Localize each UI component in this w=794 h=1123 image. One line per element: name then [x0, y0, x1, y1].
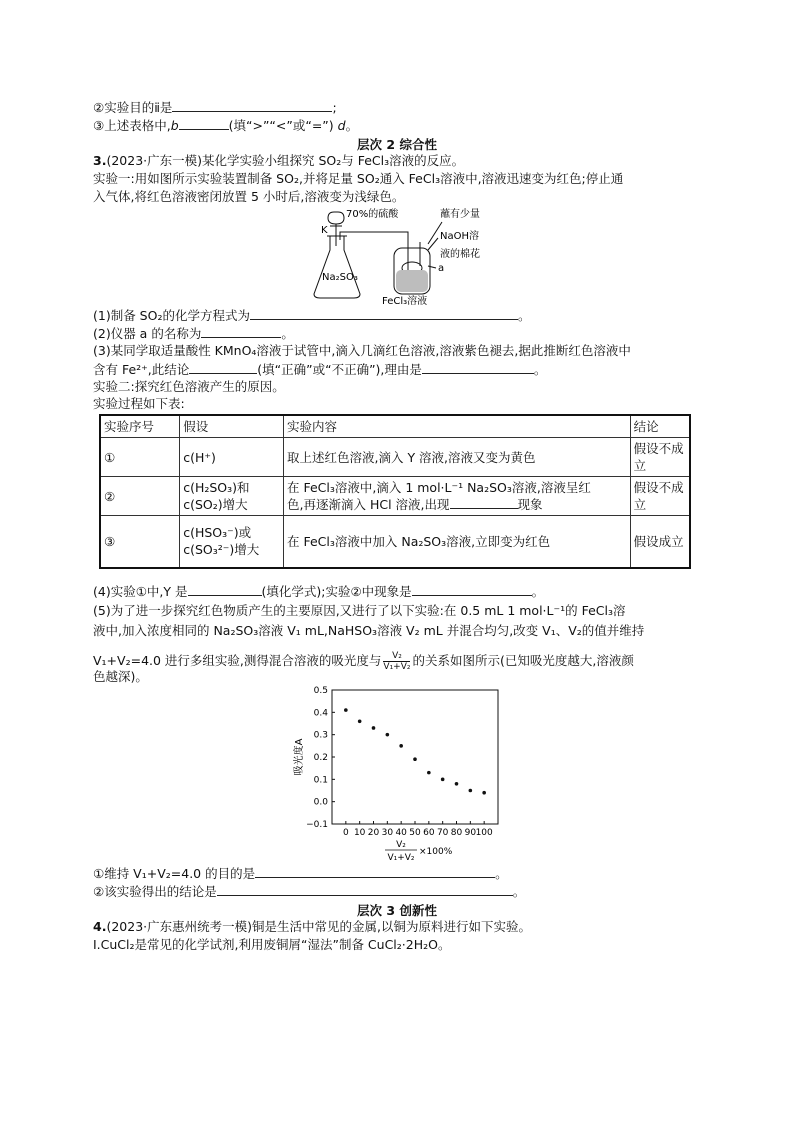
data-point	[372, 726, 376, 730]
exp1-line1: 实验一:用如图所示实验装置制备 SO₂,并将足量 SO₂通入 FeCl₃溶液中,溶液迅速变为红色;停止通	[93, 171, 624, 186]
q2-sub2-text: ②实验目的ⅱ是	[93, 100, 173, 115]
data-point	[482, 791, 486, 795]
q3-sub5-a	[93, 865, 508, 882]
x-tick-label: 80	[450, 828, 463, 838]
content-line-2-end: 现象	[517, 497, 543, 512]
level-3-heading: 层次 3 创新性	[357, 903, 437, 918]
x-tick-label: 40	[395, 828, 407, 838]
table-header: 假设	[180, 415, 284, 438]
q3-sub2-end: 。	[281, 326, 294, 341]
y-tick-label: 0.0	[313, 797, 328, 808]
x-tick-label: 100	[475, 828, 493, 838]
q3-sub5-b-text: ②该实验得出的结论是	[93, 884, 217, 899]
fraction-denominator: V₁+V₂	[383, 662, 411, 672]
table-header: 实验内容	[284, 415, 631, 438]
x-tick-label: 60	[423, 828, 435, 838]
q3-stem	[93, 153, 464, 169]
q3-sub1	[93, 307, 530, 324]
answer-blank[interactable]	[189, 361, 257, 374]
conical-flask	[314, 236, 360, 298]
x-tick-label: 0	[342, 828, 349, 838]
q3-sub3-text-b: (填“正确”或“不正确”),理由是	[257, 362, 422, 377]
x-tick-label: 20	[367, 828, 380, 838]
fecl3-liquid	[396, 270, 428, 292]
table-cell-hyp	[180, 516, 284, 568]
q3-sub5-a-text: ①维持 V₁+V₂=4.0 的目的是	[93, 866, 256, 881]
y-tick-label: 0.3	[313, 730, 328, 741]
table-header: 实验序号	[100, 415, 180, 438]
q3-sub1-text: (1)制备 SO₂的化学方程式为	[93, 308, 250, 323]
plot-frame	[332, 690, 498, 824]
answer-blank[interactable]	[412, 583, 532, 596]
absorbance-chart	[290, 680, 510, 865]
q3-sub3-end: 。	[533, 362, 547, 377]
table-header: 结论	[630, 415, 690, 438]
q3-sub3-line2	[93, 361, 546, 378]
table-cell-id: ②	[100, 477, 180, 516]
table-row	[100, 516, 690, 568]
q3-sub2	[93, 325, 294, 342]
delivery-tube	[340, 232, 408, 254]
x-tick-label: 70	[436, 828, 449, 838]
label-na2so3: Na₂SO₃	[322, 272, 358, 283]
q4-source: (2023·广东惠州统考一模)	[106, 919, 252, 934]
q3-source: (2023·广东一模)	[106, 153, 202, 168]
label-acid: 70%的硫酸	[346, 209, 399, 220]
fraction-numerator: V₂	[383, 651, 410, 662]
table-cell-conclusion: 假设成立	[630, 516, 690, 568]
y-tick-label: 0.4	[313, 708, 328, 719]
var-d: d	[337, 118, 346, 133]
q3-sub5-b-end: 。	[512, 884, 526, 899]
table-cell-id: ①	[100, 438, 180, 477]
y-tick-label: −0.1	[306, 820, 328, 830]
table-cell-content	[284, 477, 631, 516]
q2-sub3-hint: (填“>”“<”或“=”)	[228, 118, 334, 133]
q3-sub4-text-b: (填化学式);实验②中现象是	[261, 584, 412, 599]
answer-blank[interactable]	[188, 583, 262, 596]
label-a: a	[438, 263, 445, 274]
q3-sub5-line2: 液中,加入浓度相同的 Na₂SO₃溶液 V₁ mL,NaHSO₃溶液 V₂ mL 并混合均匀,改变 V₁、V₂的值并维持	[93, 623, 645, 638]
table-cell-id: ③	[100, 516, 180, 568]
label-cotton-3: 液的棉花	[440, 249, 480, 260]
data-point	[441, 778, 445, 782]
var-b: b	[170, 118, 179, 133]
table-row	[100, 438, 690, 477]
q3-sub5-text-a: V₁+V₂=4.0 进行多组实验,测得混合溶液的吸光度与	[93, 653, 382, 668]
answer-blank[interactable]	[255, 865, 495, 878]
apparatus-diagram	[312, 206, 492, 306]
data-point	[386, 733, 390, 737]
q3-sub5-line4: 色越深)。	[93, 669, 148, 684]
q3-sub3-line1: (3)某同学取适量酸性 KMnO₄溶液于试管中,滴入几滴红色溶液,溶液紫色褪去,据此推断红色溶液中	[93, 343, 631, 358]
x-label-suffix: ×100%	[419, 847, 453, 857]
process-line: 实验过程如下表:	[93, 396, 185, 411]
q4-part-i: Ⅰ.CuCl₂是常见的化学试剂,利用废铜屑“湿法”制备 CuCl₂·2H₂O。	[93, 937, 451, 952]
q3-sub5-a-end: 。	[495, 866, 508, 881]
y-tick-label: 0.2	[313, 753, 328, 763]
hyp-line-1: c(HSO₃⁻)或	[183, 525, 252, 541]
table-cell-hyp: c(H₂SO₃)和c(SO₂)增大	[180, 477, 284, 516]
q3-number: 3.	[93, 153, 107, 168]
label-cotton-1: 蘸有少量	[440, 209, 480, 220]
q3-sub4-text-a: (4)实验①中,Y 是	[93, 584, 188, 599]
q3-sub4	[93, 583, 544, 600]
q4-number: 4.	[93, 919, 107, 934]
q2-sub2-end: ;	[332, 100, 337, 115]
table-cell-conclusion: 假设不成立	[630, 477, 690, 516]
x-label-denominator: V₁+V₂	[387, 853, 415, 863]
x-tick-label: 90	[464, 828, 477, 838]
q4-stem	[93, 919, 531, 935]
table-cell-hyp: c(H⁺)	[180, 438, 284, 477]
content-line-1: 在 FeCl₃溶液中,滴入 1 mol·L⁻¹ Na₂SO₃溶液,溶液呈红	[287, 480, 591, 495]
q3-sub5-text-b: 的关系如图所示(已知吸光度越大,溶液颜	[412, 653, 634, 668]
q3-sub3-text-a: 含有 Fe²⁺,此结论	[93, 362, 190, 377]
x-tick-label: 30	[381, 828, 394, 838]
q3-sub5-b	[93, 883, 525, 900]
answer-blank[interactable]	[179, 117, 229, 130]
q3-sub5-line3	[93, 651, 634, 672]
label-fecl3: FeCl₃溶液	[382, 296, 428, 306]
label-cotton-2: NaOH溶	[440, 231, 479, 242]
data-point	[358, 719, 362, 723]
table-cell-content: 在 FeCl₃溶液中加入 Na₂SO₃溶液,立即变为红色	[284, 516, 631, 568]
q2-sub2-line	[93, 99, 337, 116]
experiment-table	[99, 414, 691, 569]
data-point	[455, 782, 459, 786]
x-tick-label: 50	[409, 828, 421, 838]
x-tick-label: 10	[353, 828, 366, 838]
data-point	[344, 708, 348, 712]
table-cell-content: 取上述红色溶液,滴入 Y 溶液,溶液又变为黄色	[284, 438, 631, 477]
y-tick-label: 0.5	[313, 686, 328, 696]
answer-blank[interactable]	[250, 307, 518, 320]
q3-sub5-line1: (5)为了进一步探究红色物质产生的主要原因,又进行了以下实验:在 0.5 mL 1 mol·L⁻¹的 FeCl₃溶	[93, 603, 626, 618]
x-label-numerator: V₂	[396, 840, 406, 850]
data-point	[413, 757, 417, 761]
answer-blank[interactable]	[201, 325, 281, 338]
fraction	[383, 651, 410, 672]
q3-sub1-end: 。	[517, 308, 531, 323]
answer-blank[interactable]	[422, 361, 534, 374]
q3-text: 某化学实验小组探究 SO₂与 FeCl₃溶液的反应。	[202, 153, 465, 168]
data-point	[427, 771, 431, 775]
exp1-line2: 入气体,将红色溶液密闭放置 5 小时后,溶液变为浅绿色。	[93, 189, 405, 204]
exp2-line: 实验二:探究红色溶液产生的原因。	[93, 379, 285, 394]
q4-text: 铜是生活中常见的金属,以铜为原料进行如下实验。	[252, 919, 531, 934]
q3-sub2-text: (2)仪器 a 的名称为	[93, 326, 202, 341]
table-cell-conclusion: 假设不成立	[630, 438, 690, 477]
y-tick-label: 0.1	[313, 775, 328, 786]
q2-sub3-text: ③上述表格中,	[93, 118, 171, 133]
data-point	[469, 789, 473, 793]
table-header-row	[100, 415, 690, 438]
answer-blank[interactable]	[172, 99, 332, 112]
label-k: K	[321, 225, 328, 236]
answer-blank[interactable]	[450, 496, 518, 509]
y-axis-label: 吸光度A	[294, 738, 305, 776]
content-line-2: 色,再逐渐滴入 HCl 溶液,出现	[287, 497, 450, 512]
q2-sub3-end: 。	[345, 118, 359, 133]
data-point	[399, 744, 403, 748]
level-2-heading: 层次 2 综合性	[357, 137, 437, 152]
hyp-line-2: c(SO₃²⁻)增大	[183, 542, 260, 558]
q2-sub3-line	[93, 117, 358, 134]
funnel-bulb	[328, 212, 344, 224]
answer-blank[interactable]	[217, 883, 513, 896]
table-row	[100, 477, 690, 516]
q3-sub4-end: 。	[531, 584, 545, 599]
